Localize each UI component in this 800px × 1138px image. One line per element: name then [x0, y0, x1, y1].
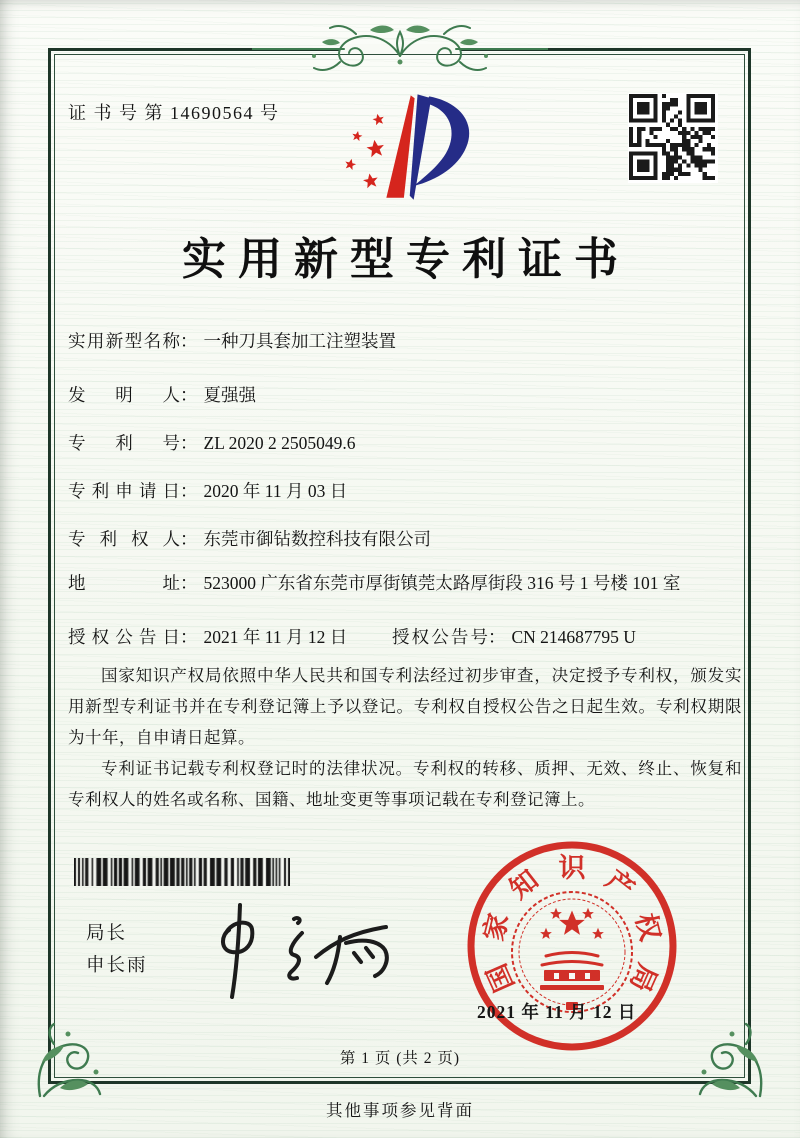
director-title: 局长	[86, 924, 128, 944]
cnipa-logo-icon	[322, 90, 478, 208]
field-value-patentee: 东莞市御钻数控科技有限公司	[203, 529, 431, 549]
svg-text:家: 家	[478, 910, 515, 944]
field-row-filing-date	[68, 478, 742, 504]
svg-text:局: 局	[624, 959, 663, 997]
label-colon: ：	[488, 627, 506, 647]
svg-text:权: 权	[629, 910, 666, 944]
field-label: 专利申请日	[68, 481, 180, 501]
certificate-number: 证 书 号 第 14690564 号	[68, 103, 280, 123]
label-colon: ：	[180, 481, 198, 501]
handwritten-signature-icon	[188, 893, 408, 1005]
certificate-title: 实用新型专利证书	[182, 235, 630, 284]
seal-date: 2021 年 11 月 12 日	[477, 1002, 637, 1022]
field-value-patent-number: ZL 2020 2 2505049.6	[203, 433, 356, 453]
grant-date-pair	[68, 624, 347, 650]
field-label: 发明人	[68, 385, 180, 405]
grant-number-value: CN 214687795 U	[511, 627, 636, 647]
field-label: 实用新型名称	[68, 331, 180, 351]
qr-code-canvas	[629, 94, 715, 180]
director-name: 申长雨	[86, 956, 148, 977]
grant-number-pair	[392, 624, 636, 650]
seal-national-emblem	[540, 908, 604, 1010]
legal-paragraph-2: 专利证书记载专利权登记时的法律状况。专利权的转移、质押、无效、终止、恢复和专利权人的姓名或名称、国籍、地址变更等事项记载在专利登记簿上。	[68, 759, 742, 810]
field-row-patentee	[68, 526, 742, 552]
field-label: 地址	[68, 573, 180, 593]
grant-date-value: 2021 年 11 月 12 日	[203, 627, 348, 647]
svg-text:产: 产	[600, 864, 640, 905]
field-label: 专利号	[68, 433, 180, 453]
field-value-filing-date: 2020 年 11 月 03 日	[203, 481, 348, 501]
field-value-utility-model-name: 一种刀具套加工注塑装置	[203, 331, 396, 351]
field-value-inventor: 夏强强	[203, 385, 256, 405]
svg-text:知: 知	[504, 864, 544, 905]
field-label: 专利权人	[68, 529, 180, 549]
field-label: 授权公告日	[68, 627, 180, 647]
see-back-note: 其他事项参见背面	[326, 1101, 474, 1120]
field-row-utility-model-name	[68, 328, 742, 354]
director-block	[86, 918, 148, 983]
page-number-note: 第 1 页 (共 2 页)	[339, 1050, 461, 1067]
field-label: 授权公告号	[392, 627, 488, 647]
legal-paragraph-1: 国家知识产权局依照中华人民共和国专利法经过初步审查，决定授予专利权，颁发实用新型专利证书并在专利登记簿上予以登记。专利权自授权公告之日起生效。专利权期限为十年，自申请日起算。	[68, 666, 742, 748]
label-colon: ：	[180, 529, 198, 549]
field-row-patent-number	[68, 430, 742, 456]
field-row-grant	[68, 624, 742, 650]
label-colon: ：	[180, 385, 198, 405]
label-colon: ：	[180, 433, 198, 453]
svg-text:国: 国	[481, 959, 520, 997]
qr-code-icon	[628, 93, 718, 183]
top-flourish-ornament	[252, 16, 548, 78]
legal-text-block	[68, 660, 742, 815]
field-value-address: 523000 广东省东莞市厚街镇莞太路厚街段 316 号 1 号楼 101 室	[203, 573, 681, 593]
label-colon: ：	[180, 573, 198, 593]
field-row-inventor	[68, 382, 742, 408]
label-colon: ：	[180, 627, 198, 647]
barcode-icon	[74, 858, 290, 886]
label-colon: ：	[180, 331, 198, 351]
svg-text:识: 识	[558, 853, 586, 883]
field-row-address	[68, 570, 742, 596]
